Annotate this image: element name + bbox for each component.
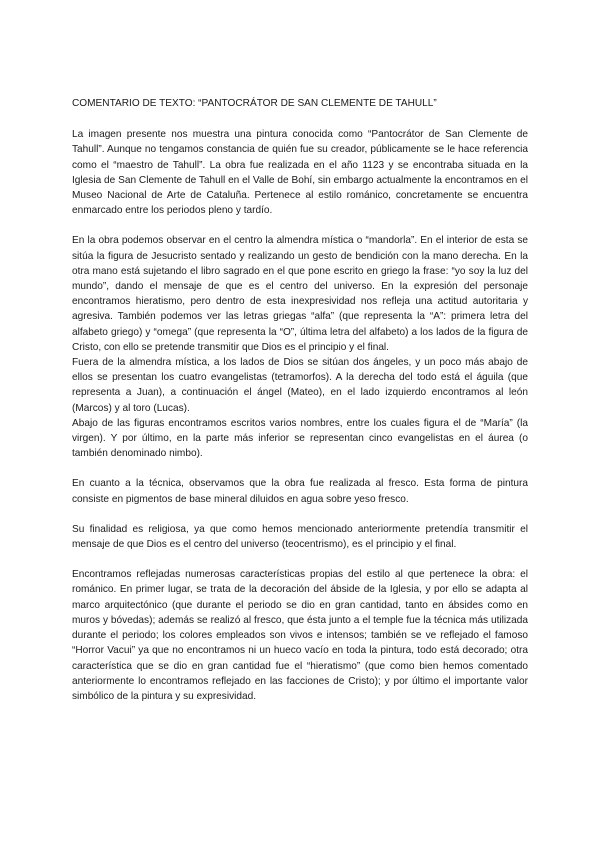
paragraph-mandorla: En la obra podemos observar en el centro la almendra mística o “mandorla”. En el interior de esta se sitúa la figura de Jesucristo sentado y realizando un gesto de bendición con la mano derecha. En la otra mano está sujetando el libro sagrado en el que pone escrito en griego la frase: “yo soy la luz del mundo”, dando el mensaje de que es el centro del universo. En la expresión del personaje encontramos hieratismo, pero dentro de esta inexpresividad nos refleja una actitud autoritaria y agresiva. También podemos ver las letras griegas “alfa” (que representa la “A”: primera letra del alfabeto griego) y “omega” (que representa la “O”, última letra del alfabeto) a los lados de la figura de Cristo, con ello se pretende transmitir que Dios es el principio y el final.: [72, 235, 528, 353]
paragraph-purpose: Su finalidad es religiosa, ya que como hemos mencionado anteriormente pretendía transmitir el mensaje de que Dios es el centro del universo (teocentrismo), es el principio y el final.: [72, 523, 528, 551]
paragraph-names: Abajo de las figuras encontramos escritos varios nombres, entre los cuales figura el de “María” (la virgen). Y por último, en la parte más inferior se representan cinco evangelistas en el áurea (o también denominado nimbo).: [72, 417, 528, 460]
document-page: [72, 96, 528, 719]
document-title: COMENTARIO DE TEXTO: “PANTOCRÁTOR DE SAN CLEMENTE DE TAHULL”: [72, 98, 437, 109]
paragraph-technique: En cuanto a la técnica, observamos que la obra fue realizada al fresco. Esta forma de pintura consiste en pigmentos de base mineral diluidos en agua sobre yeso fresco.: [72, 478, 528, 505]
paragraph-characteristics: Encontramos reflejadas numerosas características propias del estilo al que pertenece la obra: el románico. En primer lugar, se trata de la decoración del ábside de la Iglesia, y por ello se adapta al marco arquitectónico (que durante el periodo se dio en gran cantidad, tanto en ábsides como en muros y bóvedas); además se realizó al fresco, que ésta junto a el temple fue la técnica más utilizada durante el periodo; los colores empleados son vivos e intensos; también se ve reflejado el famoso “Horror Vacui” ya que no encontramos ni un hueco vacío en toda la pintura, todo está decorado; otra característica que se dio en gran cantidad fue el “hieratismo” (que como bien hemos comentado anteriormente lo encontramos reflejado en las facciones de Cristo); y por último el importante valor simbólico de la pintura y su expresividad.: [72, 569, 528, 702]
paragraph-evangelists: Fuera de la almendra mística, a los lados de Dios se sitúan dos ángeles, y un poco más abajo de ellos se presentan los cuatro evangelistas (tetramorfos). A la derecha del todo está el águila (que representa a Juan), a continuación el ángel (Mateo), en el lado izquierdo encontramos al león (Marcos) y al toro (Lucas).: [72, 357, 528, 414]
description-block: [72, 233, 528, 461]
paragraph-introduction: La imagen presente nos muestra una pintura conocida como “Pantocrátor de San Clemente de Tahull”. Aunque no tengamos constancia de quién fue su creador, públicamente se le hace referencia como el “maestro de Tahull”. La obra fue realizada en el año 1123 y se encontraba situada en la Iglesia de San Clemente de Tahull en el Valle de Bohí, sin embargo actualmente la encontramos en el Museo Nacional de Arte de Cataluña. Pertenece al estilo románico, concretamente se encuentra enmarcado entre los periodos pleno y tardío.: [72, 129, 528, 217]
